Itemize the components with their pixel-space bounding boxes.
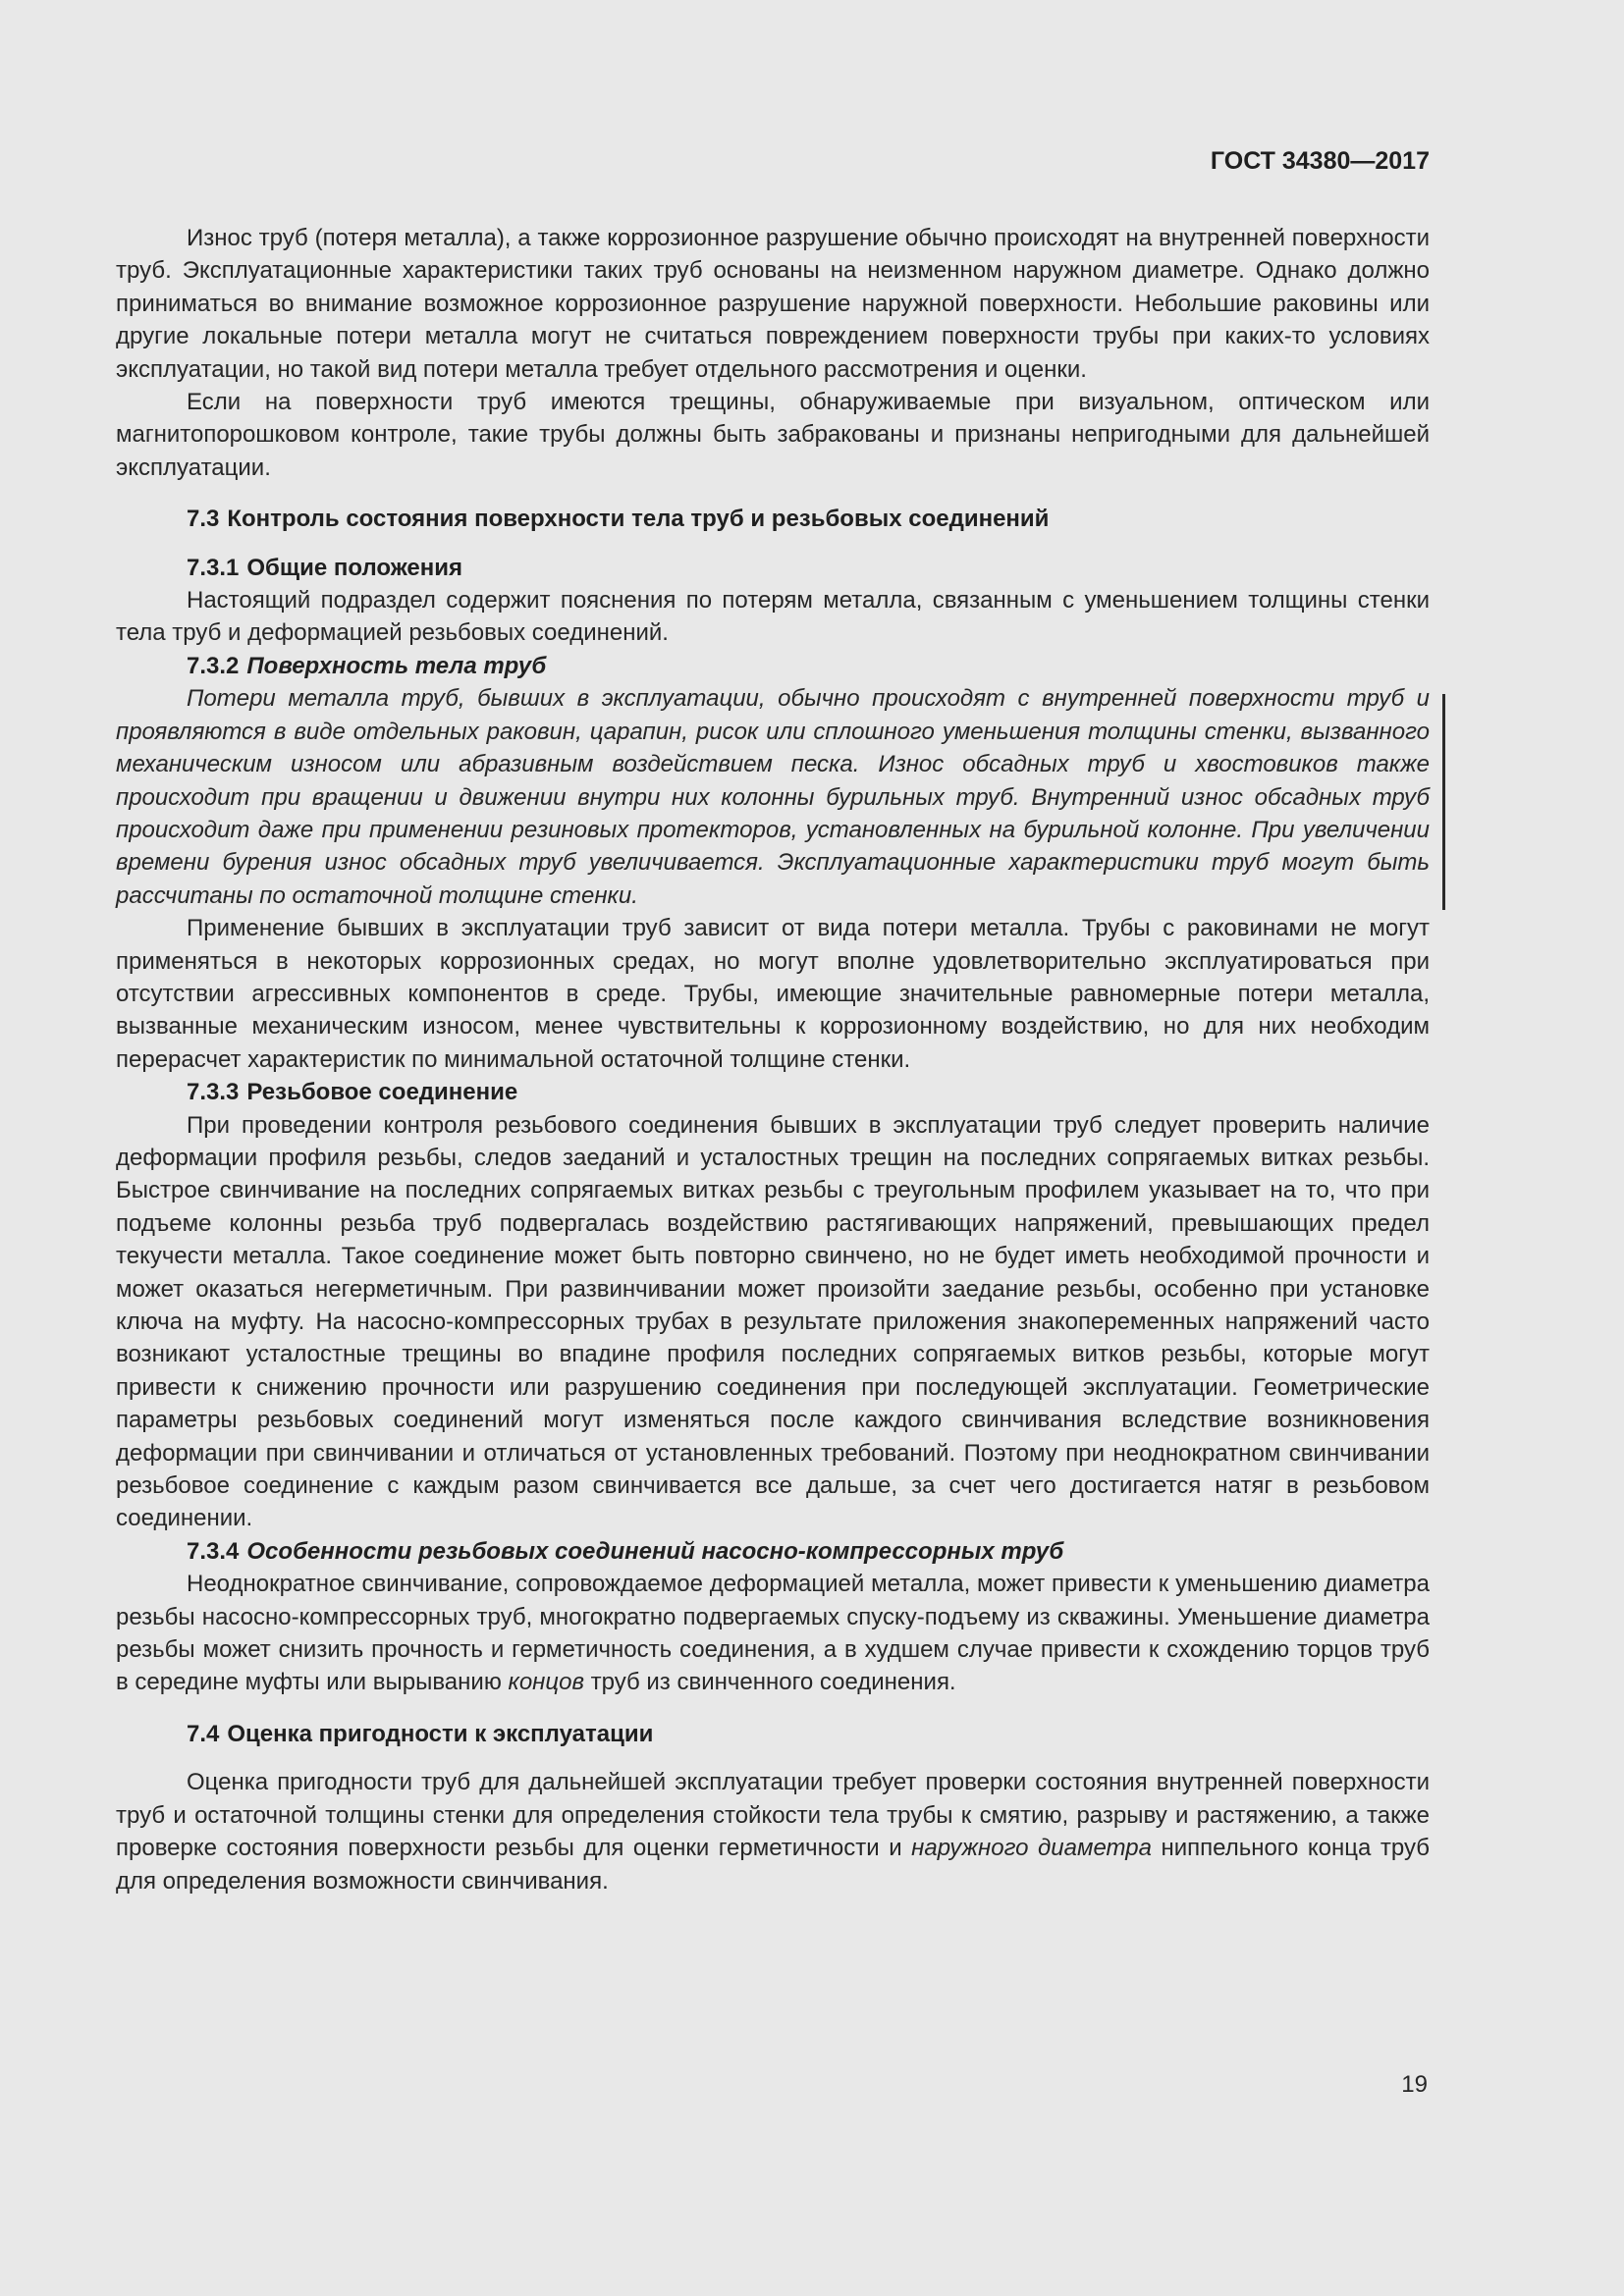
subsection-number: 7.3.4 [187,1537,240,1565]
section-7-3-heading [116,503,1430,535]
paragraph-text: Оценка пригодности труб для дальнейшей эксплуатации требует проверки состояния внутренней поверхности труб и остаточной толщины стенки для определения стойкости тела трубы к смятию, разрыву и растяжению, а также проверке состояния поверхности резьбы для оценки герметичности и [116,1769,1430,1862]
intro-paragraph-1: Износ труб (потеря металла), а также коррозионное разрушение обычно происходят на внутренней поверхности труб. Эксплуатационные характеристики таких труб основаны на неизменном наружном диаметре. Однако должно приниматься во внимание возможное коррозионное разрушение наружной поверхности. Небольшие раковины или другие локальные потери металла могут не считаться повреждением поверхности трубы при каких-то условиях эксплуатации, но такой вид потери металла требует отдельного рассмотрения и оценки. [116,225,1430,383]
subsection-title: Поверхность тела труб [246,652,547,679]
paragraph-text: труб из свинченного соединения. [583,1669,956,1696]
section-number: 7.3 [187,506,220,533]
section-title: Контроль состояния поверхности тела труб и резьбовых соединений [227,506,1050,533]
subsection-title: Общие положения [246,554,463,581]
change-marker-bar [1442,694,1445,910]
section-7-4-paragraph [116,1766,1430,1897]
emphasized-text: наружного диаметра [911,1835,1152,1862]
page-body [116,222,1430,1897]
subsection-title: Особенности резьбовых соединений насосно-компрессорных труб [246,1537,1064,1565]
paragraph-text: Неоднократное свинчивание, сопровождаемое деформацией металла, может привести к уменьшению диаметра резьбы насосно-компрессорных труб, многократно подвергаемых спуску-подъему из скважины. Уменьшение диаметра резьбы может снизить прочность и герметичность соединения, а в худшем случае привести к схождению торцов труб в середине муфты или вырыванию [116,1571,1430,1696]
subsection-7-3-3-heading [116,1076,1430,1108]
amended-text-block [116,682,1430,912]
emphasized-text: концов [508,1669,584,1696]
section-title: Оценка пригодности к эксплуатации [227,1720,654,1747]
subsection-number: 7.3.2 [187,652,240,679]
document-header: ГОСТ 34380—2017 [1210,147,1430,175]
section-number: 7.4 [187,1720,220,1747]
paragraph-text: ниппельного конца труб для определения возможности свинчивания. [116,1835,1430,1895]
subsection-7-3-2-heading [116,650,1430,682]
subsection-title: Резьбовое соединение [246,1079,518,1106]
subsection-7-3-2-paragraph-1: Потери металла труб, бывших в эксплуатации, обычно происходят с внутренней поверхности труб и проявляются в виде отдельных раковин, царапин, рисок или сплошного уменьшения толщины стенки, вызванного механическим износом или абразивным воздействием песка. Износ обсадных труб и хвостовиков также происходит при вращении и движении внутри них колонны бурильных труб. Внутренний износ обсадных труб происходит даже при применении резиновых протекторов, установленных на бурильной колонне. При увеличении времени бурения износ обсадных труб увеличивается. Эксплуатационные характеристики труб могут быть рассчитаны по остаточной толщине стенки. [116,685,1430,909]
subsection-number: 7.3.3 [187,1079,240,1106]
subsection-7-3-2-paragraph-2: Применение бывших в эксплуатации труб зависит от вида потери металла. Трубы с раковинами не могут применяться в некоторых коррозионных средах, но могут вполне удовлетворительно эксплуатироваться при отсутствии агрессивных компонентов в среде. Трубы, имеющие значительные равномерные потери металла, вызванные механическим износом, менее чувствительны к коррозионному воздействию, но для них необходим перерасчет характеристик по минимальной остаточной толщине стенки. [116,915,1430,1073]
subsection-number: 7.3.1 [187,554,240,581]
subsection-7-3-1-paragraph: Настоящий подраздел содержит пояснения по потерям металла, связанным с уменьшением толщины стенки тела труб и деформацией резьбовых соединений. [116,587,1430,647]
subsection-7-3-4-heading [116,1535,1430,1568]
page-number: 19 [1401,2071,1428,2098]
subsection-7-3-4-paragraph [116,1568,1430,1699]
intro-paragraph-2: Если на поверхности труб имеются трещины, обнаруживаемые при визуальном, оптическом или магнитопорошковом контроле, такие трубы должны быть забракованы и признаны непригодными для дальнейшей эксплуатации. [116,389,1430,481]
section-7-4-heading [116,1718,1430,1750]
subsection-7-3-3-paragraph: При проведении контроля резьбового соединения бывших в эксплуатации труб следует проверить наличие деформации профиля резьбы, следов заеданий и усталостных трещин на последних сопрягаемых витках резьбы. Быстрое свинчивание на последних сопрягаемых витках резьбы с треугольным профилем указывает на то, что при подъеме колонны резьба труб подвергалась воздействию растягивающих напряжений, превышающих предел текучести металла. Такое соединение может быть повторно свинчено, но не будет иметь необходимой прочности и может оказаться негерметичным. При развинчивании может произойти заедание резьбы, особенно при установке ключа на муфту. На насосно-компрессорных трубах в результате приложения знакопеременных напряжений часто возникают усталостные трещины во впадине профиля последних сопрягаемых витков резьбы, которые могут привести к снижению прочности или разрушению соединения при последующей эксплуатации. Геометрические параметры резьбовых соединений могут изменяться после каждого свинчивания вследствие возникновения деформации при свинчивании и отличаться от установленных требований. Поэтому при неоднократном свинчивании резьбовое соединение с каждым разом свинчивается все дальше, за счет чего достигается натяг в резьбовом соединении. [116,1111,1430,1532]
subsection-7-3-1-heading [116,552,1430,584]
